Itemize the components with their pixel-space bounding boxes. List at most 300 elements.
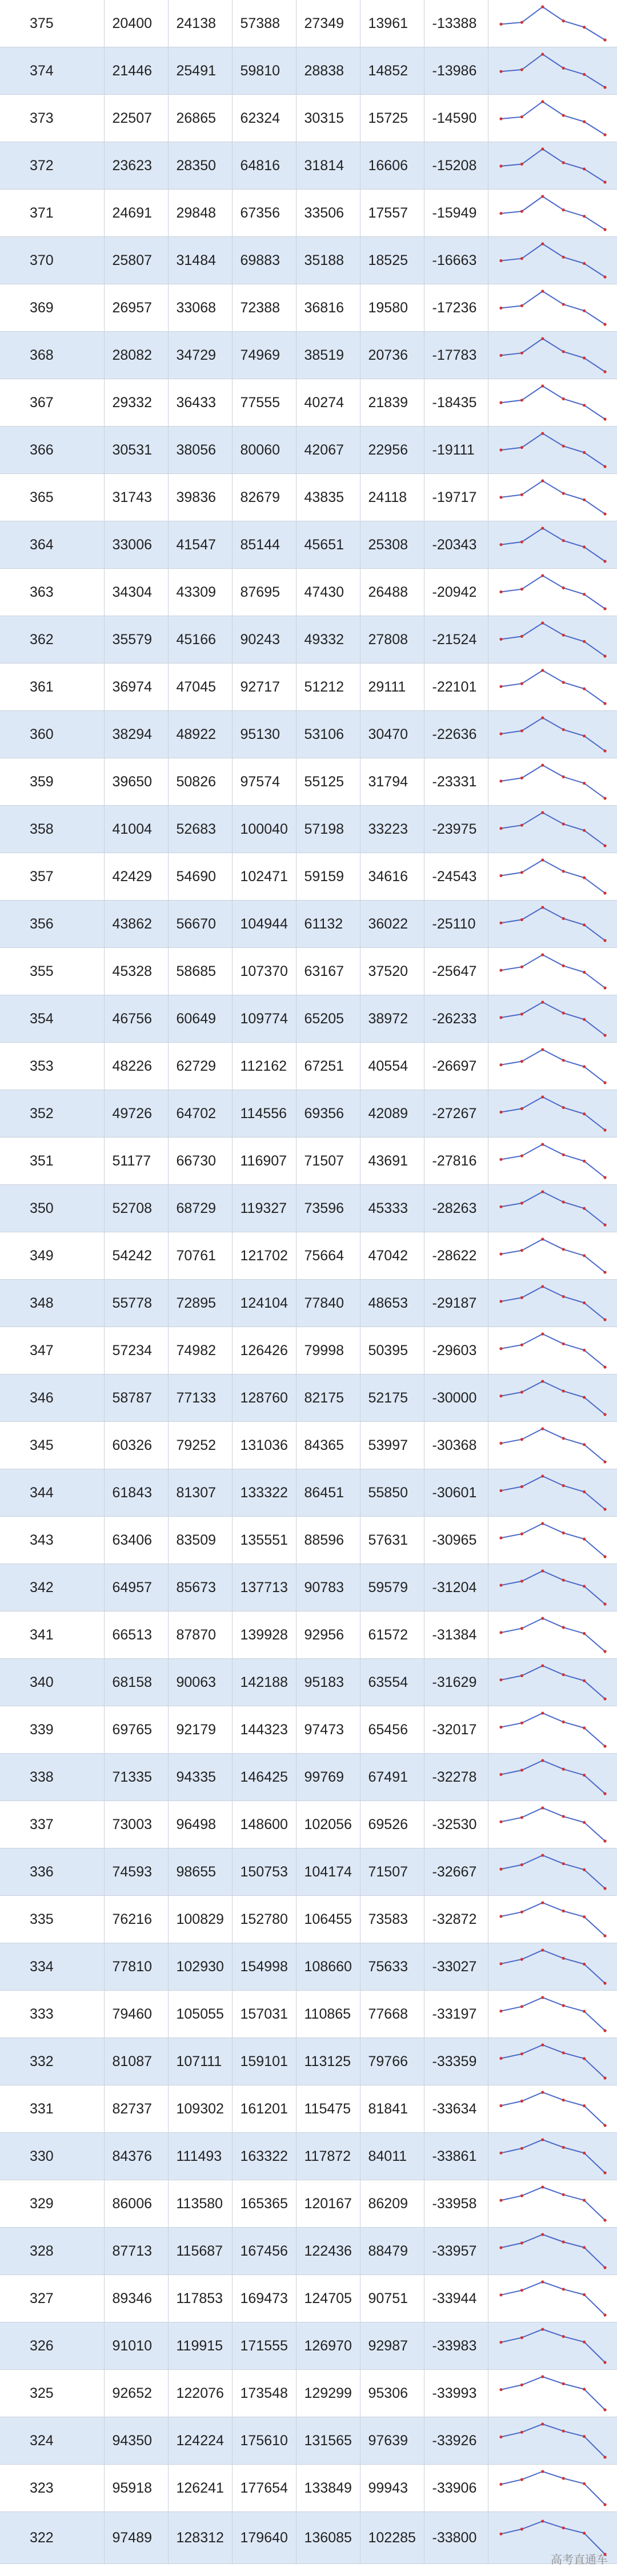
trend-sparkline-cell [488,2228,617,2275]
count-cell: 81841 [360,2085,424,2133]
count-cell: -27816 [424,1138,488,1185]
count-cell: 28838 [296,47,360,95]
count-cell: 26957 [104,284,168,332]
count-cell: 23623 [104,142,168,190]
count-cell: -17236 [424,284,488,332]
count-cell: -31204 [424,1564,488,1611]
sparkline-point [499,1205,502,1208]
count-cell: 150753 [232,1848,296,1896]
sparkline-point [583,1538,586,1541]
sparkline-point [520,2241,523,2244]
sparkline-point [603,1982,606,1984]
count-cell: -33926 [424,2417,488,2465]
count-cell: 119915 [168,2322,232,2370]
score-cell: 346 [0,1375,104,1422]
count-cell: 33068 [168,284,232,332]
sparkline-point [562,2382,564,2385]
score-cell: 358 [0,806,104,853]
count-cell: 94350 [104,2417,168,2465]
sparkline-point [520,399,523,401]
sparkline-line [501,1761,605,1794]
sparkline-line [501,433,605,467]
count-cell: 49726 [104,1090,168,1138]
count-cell: 59579 [360,1564,424,1611]
sparkline-point [499,543,502,546]
trend-sparkline-cell [488,2322,617,2370]
sparkline-point [541,1617,544,1619]
table-row [0,1943,617,1991]
count-cell: 52708 [104,1185,168,1232]
sparkline-point [541,953,544,956]
sparkline-point [562,1579,564,1582]
trend-sparkline [488,1327,617,1374]
sparkline-point [583,1963,586,1966]
count-cell: -31384 [424,1611,488,1659]
sparkline-point [541,669,544,672]
sparkline-point [562,634,564,637]
sparkline-point [541,1759,544,1762]
count-cell: 104944 [232,901,296,948]
count-cell: 64957 [104,1564,168,1611]
trend-sparkline-cell [488,332,617,379]
count-cell: 36816 [296,284,360,332]
count-cell: 77555 [232,379,296,427]
count-cell: -22636 [424,711,488,758]
sparkline-point [583,593,586,596]
sparkline-point [541,906,544,909]
sparkline-point [541,716,544,719]
sparkline-point [541,2422,544,2425]
count-cell: 112162 [232,1043,296,1090]
table-row [0,2275,617,2322]
sparkline-point [541,1806,544,1809]
count-cell: 20400 [104,0,168,47]
sparkline-point [541,1285,544,1288]
count-cell: 45328 [104,948,168,995]
sparkline-point [520,588,523,590]
trend-sparkline-cell [488,1991,617,2038]
table-row [0,521,617,569]
sparkline-point [499,1726,502,1729]
sparkline-point [520,2100,523,2103]
score-cell: 354 [0,995,104,1043]
sparkline-point [562,492,564,495]
sparkline-point [499,2104,502,2107]
trend-sparkline-cell [488,1043,617,1090]
trend-sparkline-cell [488,1469,617,1517]
sparkline-point [603,1555,606,1558]
sparkline-point [603,370,606,373]
sparkline-point [603,133,606,136]
trend-sparkline [488,1375,617,1421]
sparkline-point [499,1063,502,1066]
sparkline-point [583,923,586,926]
count-cell: 73583 [360,1896,424,1943]
sparkline-point [583,215,586,218]
sparkline-point [583,2010,586,2013]
count-cell: 45651 [296,521,360,569]
sparkline-point [562,1154,564,1156]
count-cell: 124224 [168,2417,232,2465]
sparkline-point [520,2527,523,2530]
count-cell: 85673 [168,1564,232,1611]
score-cell: 366 [0,427,104,474]
sparkline-point [562,1862,564,1865]
count-cell: 54690 [168,853,232,901]
sparkline-point [499,401,502,404]
trend-sparkline-cell [488,806,617,853]
count-cell: 35579 [104,616,168,664]
count-cell: -25110 [424,901,488,948]
count-cell: 79252 [168,1422,232,1469]
sparkline-point [541,2091,544,2093]
trend-sparkline-cell [488,948,617,995]
table-row [0,2512,617,2564]
sparkline-point [562,2099,564,2101]
sparkline-point [541,2519,544,2522]
count-cell: 87870 [168,1611,232,1659]
sparkline-point [562,1059,564,1062]
sparkline-point [520,1438,523,1441]
sparkline-point [541,384,544,387]
sparkline-line [501,1998,605,2031]
score-cell: 362 [0,616,104,664]
count-cell: 15725 [360,95,424,142]
count-cell: -30965 [424,1517,488,1564]
sparkline-point [583,1160,586,1163]
sparkline-point [541,2233,544,2236]
table-row [0,95,617,142]
sparkline-point [562,1768,564,1771]
sparkline-point [562,1106,564,1109]
count-cell: 74969 [232,332,296,379]
count-cell: 117872 [296,2133,360,2180]
count-cell: 122076 [168,2370,232,2417]
score-cell: 327 [0,2275,104,2322]
sparkline-point [603,417,606,420]
sparkline-point [499,1111,502,1114]
trend-sparkline [488,1138,617,1184]
sparkline-point [499,1016,502,1019]
count-cell: 75664 [296,1232,360,1280]
count-cell: -33861 [424,2133,488,2180]
sparkline-point [603,1745,606,1747]
sparkline-point [583,451,586,454]
sparkline-line [501,2235,605,2268]
score-cell: 359 [0,758,104,806]
count-cell: 95183 [296,1659,360,1706]
sparkline-point [541,195,544,198]
trend-sparkline [488,2275,617,2322]
sparkline-point [583,2246,586,2249]
count-cell: 24691 [104,190,168,237]
trend-sparkline-cell [488,1943,617,1991]
sparkline-point [520,1580,523,1582]
sparkline-point [583,1349,586,1352]
count-cell: 86451 [296,1469,360,1517]
count-cell: -19111 [424,427,488,474]
count-cell: 102930 [168,1943,232,1991]
count-cell: -33197 [424,1991,488,2038]
sparkline-point [562,2526,564,2529]
count-cell: -30000 [424,1375,488,1422]
trend-sparkline [488,2465,617,2511]
sparkline-line [501,955,605,988]
count-cell: -18435 [424,379,488,427]
trend-sparkline [488,1232,617,1279]
count-cell: 30315 [296,95,360,142]
score-cell: 349 [0,1232,104,1280]
sparkline-point [562,1389,564,1392]
sparkline-point [520,540,523,543]
trend-sparkline [488,1659,617,1706]
trend-sparkline-cell [488,711,617,758]
score-cell: 352 [0,1090,104,1138]
sparkline-point [603,1034,606,1036]
count-cell: 21446 [104,47,168,95]
count-cell: 47430 [296,569,360,616]
sparkline-point [520,635,523,638]
trend-sparkline-cell [488,758,617,806]
count-cell: 26865 [168,95,232,142]
sparkline-point [520,446,523,449]
sparkline-point [520,2052,523,2055]
table-row [0,1327,617,1375]
sparkline-point [583,73,586,76]
count-cell: 38056 [168,427,232,474]
sparkline-point [583,2388,586,2390]
trend-sparkline-cell [488,142,617,190]
score-cell: 360 [0,711,104,758]
sparkline-point [541,1948,544,1951]
table-row [0,190,617,237]
count-cell: 29111 [360,664,424,711]
count-cell: 107111 [168,2038,232,2085]
count-cell: 102285 [360,2512,424,2564]
sparkline-point [603,1934,606,1937]
count-cell: 14852 [360,47,424,95]
count-cell: 76216 [104,1896,168,1943]
table-row [0,1517,617,1564]
table-row [0,0,617,47]
sparkline-point [541,1332,544,1335]
count-cell: 48922 [168,711,232,758]
trend-sparkline-cell [488,427,617,474]
count-cell: -13388 [424,0,488,47]
count-cell: -26233 [424,995,488,1043]
count-cell: -29603 [424,1327,488,1375]
count-cell: 88479 [360,2228,424,2275]
score-cell: 337 [0,1801,104,1848]
count-cell: 31794 [360,758,424,806]
count-cell: 119327 [232,1185,296,1232]
count-cell: 81307 [168,1469,232,1517]
sparkline-line [501,1429,605,1462]
count-cell: 121702 [232,1232,296,1280]
sparkline-point [562,2288,564,2290]
count-cell: 124104 [232,1280,296,1327]
count-cell: 29848 [168,190,232,237]
count-cell: 43835 [296,474,360,521]
count-cell: 57388 [232,0,296,47]
count-cell: 154998 [232,1943,296,1991]
score-cell: 333 [0,1991,104,2038]
sparkline-line [501,2092,605,2125]
sparkline-line [501,339,605,372]
count-cell: 95918 [104,2465,168,2512]
score-cell: 353 [0,1043,104,1090]
count-cell: 45333 [360,1185,424,1232]
table-row [0,1848,617,1896]
sparkline-point [520,1911,523,1914]
sparkline-point [562,114,564,117]
count-cell: 133849 [296,2465,360,2512]
sparkline-point [583,1868,586,1871]
sparkline-point [603,702,606,705]
score-cell: 328 [0,2228,104,2275]
sparkline-point [562,1957,564,1960]
count-cell: 75633 [360,1943,424,1991]
count-cell: 131565 [296,2417,360,2465]
trend-sparkline [488,2038,617,2085]
sparkline-point [583,26,586,29]
count-cell: 87713 [104,2228,168,2275]
count-cell: 77810 [104,1943,168,1991]
count-cell: 63406 [104,1517,168,1564]
sparkline-point [541,1000,544,1003]
sparkline-point [541,5,544,8]
trend-sparkline [488,1185,617,1232]
count-cell: 74593 [104,1848,168,1896]
sparkline-point [562,1721,564,1723]
sparkline-point [499,1395,502,1397]
count-cell: 144323 [232,1706,296,1754]
table-row [0,569,617,616]
trend-sparkline-cell [488,2370,617,2417]
count-cell: 65205 [296,995,360,1043]
table-row [0,901,617,948]
table-row [0,1090,617,1138]
sparkline-point [520,1485,523,1488]
trend-sparkline [488,806,617,853]
count-cell: 17557 [360,190,424,237]
score-cell: 325 [0,2370,104,2417]
footer-watermark-note: 高考直通车 [551,2553,608,2566]
table-row [0,1801,617,1848]
sparkline-point [562,917,564,920]
score-cell: 365 [0,474,104,521]
count-cell: 83509 [168,1517,232,1564]
trend-sparkline-cell [488,1185,617,1232]
trend-sparkline-cell [488,0,617,47]
sparkline-line [501,765,605,798]
count-cell: 25308 [360,521,424,569]
sparkline-point [541,1474,544,1477]
count-cell: 21839 [360,379,424,427]
count-cell: 43691 [360,1138,424,1185]
sparkline-point [520,2195,523,2197]
sparkline-point [541,2138,544,2141]
sparkline-point [562,1295,564,1298]
trend-sparkline-cell [488,1611,617,1659]
trend-sparkline-cell [488,47,617,95]
trend-sparkline-cell [488,569,617,616]
count-cell: 77133 [168,1375,232,1422]
count-cell: 37520 [360,948,424,995]
trend-sparkline-cell [488,1375,617,1422]
score-cell: 356 [0,901,104,948]
count-cell: 113125 [296,2038,360,2085]
sparkline-point [562,67,564,70]
count-cell: 34729 [168,332,232,379]
count-cell: 89346 [104,2275,168,2322]
trend-sparkline-cell [488,379,617,427]
count-cell: 33223 [360,806,424,853]
count-cell: 80060 [232,427,296,474]
trend-sparkline-cell [488,2465,617,2512]
count-cell: 110865 [296,1991,360,2038]
sparkline-line [501,813,605,846]
count-cell: 114556 [232,1090,296,1138]
count-cell: 68158 [104,1659,168,1706]
sparkline-point [603,275,606,278]
sparkline-point [499,969,502,972]
count-cell: -33983 [424,2322,488,2370]
sparkline-point [603,844,606,847]
sparkline-point [499,1773,502,1776]
sparkline-point [603,1697,606,1700]
trend-sparkline-cell [488,521,617,569]
count-cell: 64816 [232,142,296,190]
trend-sparkline-cell [488,1706,617,1754]
count-cell: -17783 [424,332,488,379]
count-cell: 31743 [104,474,168,521]
sparkline-point [562,397,564,400]
table-row [0,711,617,758]
sparkline-point [603,465,606,468]
trend-sparkline [488,379,617,426]
score-cell: 370 [0,237,104,284]
count-cell: -32530 [424,1801,488,1848]
count-cell: 65456 [360,1706,424,1754]
count-cell: 90063 [168,1659,232,1706]
sparkline-point [603,180,606,183]
table-row [0,758,617,806]
count-cell: -14590 [424,95,488,142]
sparkline-point [499,1915,502,1918]
count-cell: -32017 [424,1706,488,1754]
count-cell: 171555 [232,2322,296,2370]
count-cell: 72895 [168,1280,232,1327]
sparkline-point [583,640,586,643]
table-row [0,2465,617,2512]
count-cell: 177654 [232,2465,296,2512]
count-cell: -31629 [424,1659,488,1706]
table-row [0,1043,617,1090]
sparkline-point [520,1533,523,1536]
count-cell: 69356 [296,1090,360,1138]
sparkline-point [520,163,523,166]
count-cell: 97639 [360,2417,424,2465]
sparkline-line [501,386,605,419]
count-cell: 99943 [360,2465,424,2512]
sparkline-point [562,303,564,306]
sparkline-line [501,291,605,324]
count-cell: -32278 [424,1754,488,1801]
count-cell: 22956 [360,427,424,474]
sparkline-point [541,811,544,814]
count-cell: 146425 [232,1754,296,1801]
